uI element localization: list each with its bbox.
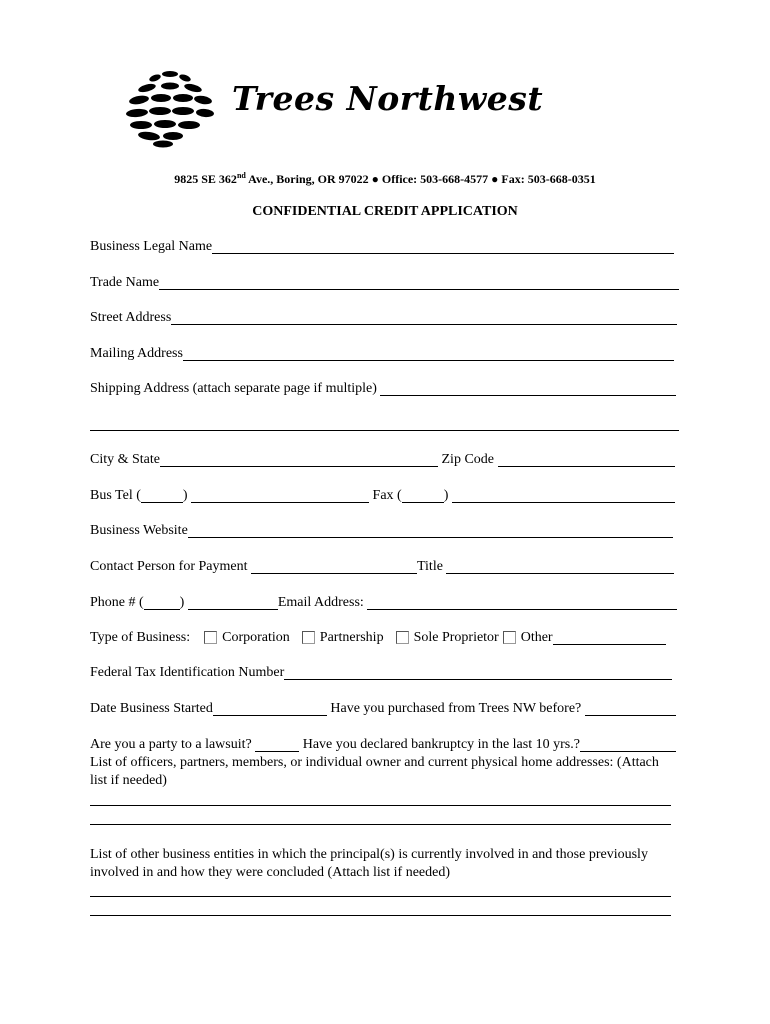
- company-address: 9825 SE 362nd Ave., Boring, OR 97022 ● Office: 503-668-4577 ● Fax: 503-668-0351: [174, 171, 596, 186]
- trade-name-row: [90, 274, 679, 292]
- purchased-before-label: Have you purchased from Trees NW before?: [326, 701, 585, 716]
- fax-close-paren: ): [443, 488, 452, 503]
- city-state-label: City & State: [90, 452, 160, 467]
- federal-tax-id-row: [90, 664, 672, 682]
- street-address-row: [90, 309, 677, 327]
- lawsuit-field[interactable]: [255, 737, 299, 752]
- zip-code-field[interactable]: [498, 452, 676, 467]
- street-address-label: Street Address: [90, 310, 172, 325]
- date-started-row: [90, 700, 676, 718]
- date-started-field[interactable]: [213, 701, 327, 716]
- sole-proprietor-label: Sole Proprietor: [413, 630, 499, 645]
- pinecone-icon: [125, 68, 215, 148]
- type-of-business-row: [90, 629, 666, 647]
- city-state-field[interactable]: [160, 452, 438, 467]
- other-entities-label: List of other business entities in which the principal(s) is currently involved in and those previously involved in and how they were concluded (Attach list if needed): [90, 847, 648, 880]
- contact-person-field[interactable]: [251, 559, 417, 574]
- shipping-address-extra-line[interactable]: [90, 430, 679, 431]
- zip-code-label: Zip Code: [438, 452, 498, 467]
- contact-person-row: [90, 558, 674, 576]
- shipping-address-row: [90, 380, 676, 398]
- bus-tel-close-paren: ): [182, 488, 192, 503]
- bus-tel-area-code-field[interactable]: [141, 488, 183, 503]
- business-website-row: [90, 522, 673, 540]
- federal-tax-id-label: Federal Tax Identification Number: [90, 665, 285, 680]
- partnership-label: Partnership: [319, 630, 384, 645]
- other-label: Other: [520, 630, 553, 645]
- other-checkbox[interactable]: [503, 631, 516, 644]
- purchased-before-field[interactable]: [585, 701, 676, 716]
- business-legal-name-label: Business Legal Name: [90, 239, 213, 254]
- bus-tel-row: [90, 487, 675, 505]
- fax-area-code-field[interactable]: [402, 488, 444, 503]
- company-name: Trees Northwest: [232, 79, 544, 118]
- form-title: CONFIDENTIAL CREDIT APPLICATION: [252, 204, 518, 219]
- business-website-field[interactable]: [188, 523, 673, 538]
- shipping-address-label: Shipping Address (attach separate page if multiple): [90, 381, 381, 396]
- phone-label: Phone # (: [90, 595, 144, 610]
- other-field[interactable]: [553, 630, 666, 645]
- phone-area-code-field[interactable]: [144, 595, 180, 610]
- corporation-checkbox[interactable]: [204, 631, 217, 644]
- email-field[interactable]: [367, 595, 677, 610]
- email-label: Email Address:: [277, 595, 368, 610]
- other-entities-line-2[interactable]: [90, 915, 671, 916]
- business-legal-name-field[interactable]: [212, 239, 674, 254]
- contact-person-label: Contact Person for Payment: [90, 559, 251, 574]
- lawsuit-row: [90, 736, 676, 754]
- contact-title-field[interactable]: [446, 559, 674, 574]
- trade-name-label: Trade Name: [90, 275, 160, 290]
- type-of-business-label: Type of Business:: [90, 630, 191, 645]
- mailing-address-label: Mailing Address: [90, 346, 183, 361]
- fax-label: Fax (: [369, 488, 402, 503]
- bankruptcy-field[interactable]: [580, 737, 676, 752]
- business-website-label: Business Website: [90, 523, 188, 538]
- shipping-address-field[interactable]: [380, 381, 676, 396]
- bankruptcy-label: Have you declared bankruptcy in the last 10 yrs.?: [299, 737, 580, 752]
- phone-email-row: [90, 594, 677, 612]
- phone-close-paren: ): [179, 595, 188, 610]
- city-state-row: [90, 451, 675, 469]
- officers-list-line-1[interactable]: [90, 805, 671, 806]
- mailing-address-field[interactable]: [183, 346, 674, 361]
- phone-number-field[interactable]: [188, 595, 278, 610]
- corporation-label: Corporation: [222, 630, 290, 645]
- fax-number-field[interactable]: [452, 488, 675, 503]
- mailing-address-row: [90, 345, 674, 363]
- trade-name-field[interactable]: [159, 275, 679, 290]
- bus-tel-label: Bus Tel (: [90, 488, 141, 503]
- bus-tel-number-field[interactable]: [191, 488, 369, 503]
- other-entities-line-1[interactable]: [90, 896, 671, 897]
- officers-list-label: List of officers, partners, members, or individual owner and current physical home addresses: (Attach list if needed): [90, 755, 659, 788]
- sole-proprietor-checkbox[interactable]: [396, 631, 409, 644]
- contact-title-label: Title: [416, 559, 447, 574]
- federal-tax-id-field[interactable]: [284, 665, 672, 680]
- date-started-label: Date Business Started: [90, 701, 213, 716]
- street-address-field[interactable]: [171, 310, 677, 325]
- officers-list-line-2[interactable]: [90, 824, 671, 825]
- business-legal-name-row: [90, 238, 674, 256]
- lawsuit-label: Are you a party to a lawsuit?: [90, 737, 256, 752]
- partnership-checkbox[interactable]: [302, 631, 315, 644]
